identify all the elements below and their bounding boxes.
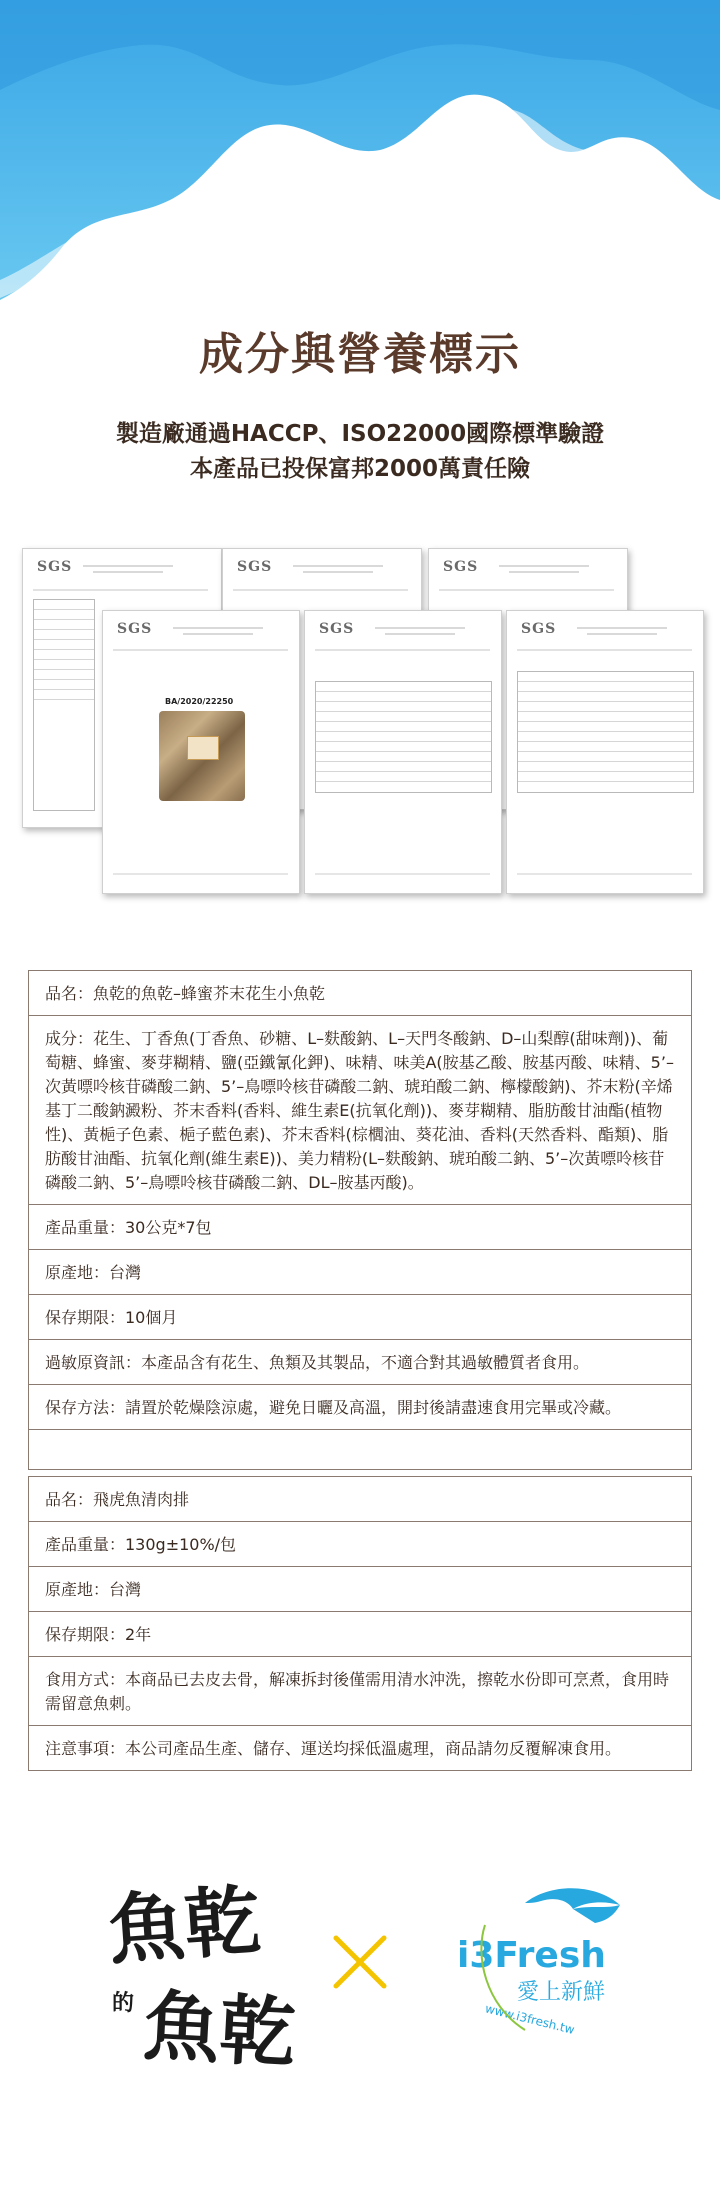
product-2-usage: 食用方式：本商品已去皮去骨，解凍拆封後僅需用清水沖洗，擦乾水份即可烹煮，食用時需留意魚刺。 [28, 1657, 692, 1726]
page-title: 成分與營養標示 [199, 329, 521, 380]
product-1-allergen: 過敏原資訊：本產品含有花生、魚類及其製品，不適合對其過敏體質者食用。 [28, 1340, 692, 1385]
sgs-logo: SGS [521, 621, 557, 637]
brand-text-line-2: 魚乾 [141, 1981, 298, 2078]
test-report-photo-page [102, 610, 300, 894]
product-2-shelf-life: 保存期限：2年 [28, 1612, 692, 1657]
product-1-weight: 產品重量：30公克*7包 [28, 1205, 692, 1250]
report-number: BA/2020/22250 [165, 697, 234, 706]
i3fresh-brand-logo [455, 1865, 645, 2055]
test-report-page-5 [304, 610, 502, 894]
wave-header-illustration [0, 0, 720, 320]
product-1-info-table [28, 970, 692, 1470]
fish-icon [525, 1888, 620, 1909]
product-1-storage: 保存方法：請置於乾燥陰涼處，避免日曬及高溫，開封後請盡速食用完畢或冷藏。 [28, 1385, 692, 1430]
i3fresh-tagline: 愛上新鮮 [517, 1980, 606, 2005]
brand-text-small: 的 [112, 1990, 135, 2016]
product-2-origin: 原產地：台灣 [28, 1567, 692, 1612]
sgs-logo: SGS [319, 621, 355, 637]
table-spacer-row [28, 1430, 692, 1470]
i3fresh-url: www.i3fresh.tw [483, 2001, 576, 2038]
product-1-shelf-life: 保存期限：10個月 [28, 1295, 692, 1340]
sgs-logo: SGS [117, 621, 153, 637]
product-2-name: 品名：飛虎魚清肉排 [28, 1476, 692, 1522]
sgs-logo: SGS [237, 559, 273, 575]
sgs-logo: SGS [443, 559, 479, 575]
i3fresh-wordmark: i3Fresh [457, 1935, 606, 1976]
product-1-name: 品名：魚乾的魚乾–蜂蜜芥末花生小魚乾 [28, 970, 692, 1016]
product-1-ingredients: 成分：花生、丁香魚(丁香魚、砂糖、L–麩酸鈉、L–天門冬酸鈉、D–山梨醇(甜味劑))、葡萄糖、蜂蜜、麥芽糊精、鹽(亞鐵氰化鉀)、味精、味美A(胺基乙酸、胺基丙酸、味精、5’–次黃嘌呤核苷磷酸二鈉、5’–鳥嘌呤核苷磷酸二鈉、琥珀酸二鈉、檸檬酸鈉)、芥末粉(辛烯基丁二酸鈉澱粉、芥末香料(香料、維生素E(抗氧化劑))、麥芽糊精、脂肪酸甘油酯(植物性)、黃梔子色素、梔子藍色素)、芥末香料(棕櫚油、葵花油、香料(天然香料、酯類)、脂肪酸甘油酯、抗氧化劑(維生素E))、美力精粉(L–麩酸鈉、琥珀酸二鈉、5’–次黃嘌呤核苷磷酸二鈉、5’–鳥嘌呤核苷磷酸二鈉、DL–胺基丙酸)。 [28, 1016, 692, 1205]
product-2-info-table [28, 1476, 692, 1771]
sgs-logo: SGS [37, 559, 73, 575]
product-2-notice: 注意事項：本公司產品生產、儲存、運送均採低溫處理，商品請勿反覆解凍食用。 [28, 1726, 692, 1771]
yugan-brand-logo [100, 1860, 310, 2080]
product-2-weight: 產品重量：130g±10%/包 [28, 1522, 692, 1567]
collaboration-cross-icon [330, 1932, 390, 1992]
test-report-gallery [0, 530, 720, 920]
product-sample-photo [159, 711, 245, 801]
test-report-page-6 [506, 610, 704, 894]
brand-text-line-1: 魚乾 [105, 1875, 264, 1975]
certification-line: 製造廠通過HACCP、ISO22000國際標準驗證 [115, 421, 605, 447]
product-1-origin: 原產地：台灣 [28, 1250, 692, 1295]
insurance-line: 本產品已投保富邦2000萬責任險 [189, 456, 530, 482]
